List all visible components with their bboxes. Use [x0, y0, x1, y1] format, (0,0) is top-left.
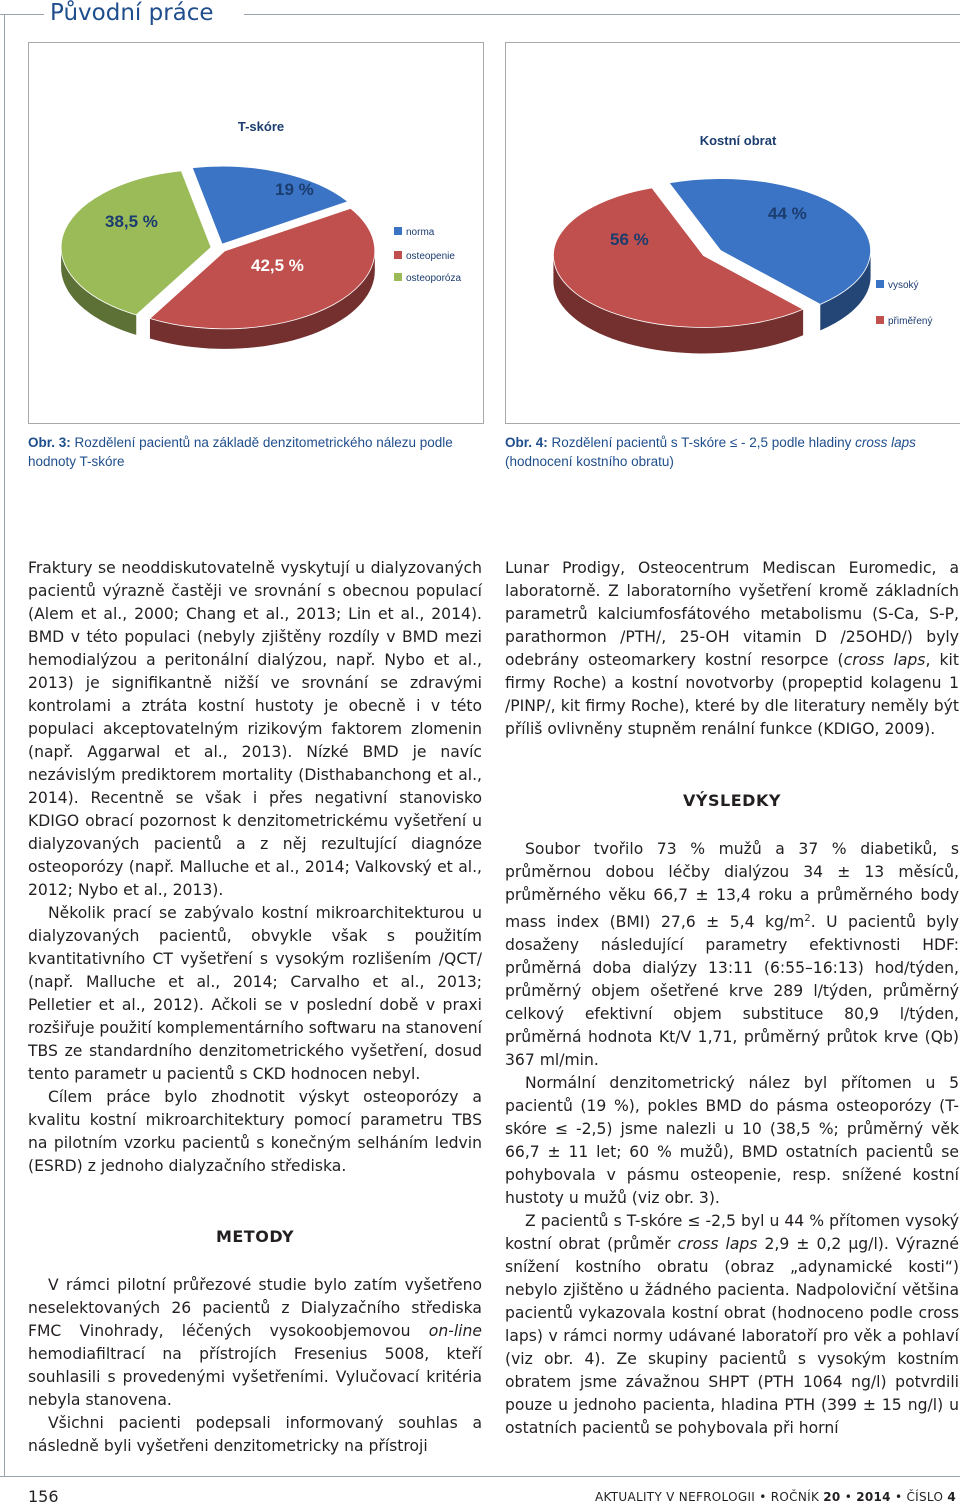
- slice-label-vysoky: 44 %: [768, 204, 807, 223]
- figure-4-caption: [505, 433, 959, 471]
- text: . U pacientů byly dosaženy následující parametry efektivnosti HDF: průměrná doba dialýzy 13:11 (6:55–16:13) hod/týden, průměrný objem ošetřené krve 289 l/týden, průměrný celkový efektivní objem substituce 80,9 l/týden, průměrná hodnota Kt/V 1,71, průměrný průtok krve (Qb) 367 ml/min.: [505, 913, 959, 1070]
- paragraph: [505, 557, 959, 741]
- figure-4-caption-text-2: (hodnocení kostního obratu): [505, 454, 674, 469]
- text: Lunar Prodigy, Osteocentrum Mediscan Euromedic, a laboratorně. Z laboratorního vyšetření kromě základních parametrů kalciumfosfátového metabolismu (S-Ca, S-P, parathormon /PTH/, 25-OH vitamin D /25OHD/) byly odebrány osteomarkery kostní resorpce (: [505, 559, 959, 669]
- header-rule-left: [0, 14, 44, 15]
- year: 2014: [856, 1490, 891, 1504]
- page-number: 156: [28, 1487, 59, 1506]
- slice-label-primereny: 56 %: [610, 230, 649, 249]
- pie-chart-bone-turnover: [506, 43, 960, 423]
- figure-4-label: Obr. 4:: [505, 435, 548, 450]
- figure-4-caption-text: Rozdělení pacientů s T-skóre ≤ - 2,5 podle hladiny: [551, 435, 856, 450]
- header-rule-right: [244, 14, 960, 15]
- legend-label-norma: norma: [406, 227, 435, 238]
- separator: •: [759, 1490, 767, 1504]
- italic-text: on-line: [428, 1322, 482, 1340]
- volume: 20: [823, 1490, 841, 1504]
- text: Z pacientů s T-skóre ≤ -2,5 byl u 44 % přítomen vysoký kostní obrat (průměr: [505, 1212, 959, 1254]
- text: V rámci pilotní průřezové studie bylo zatím vyšetřeno neselektovaných 26 pacientů z Dialyzačního střediska FMC Vinohrady, léčených vysokoobjemovou: [28, 1276, 482, 1340]
- paragraph: Cílem práce bylo zhodnotit výskyt osteoporózy a kvalitu kostní mikroarchitektury pomocí parametru TBS na pilotním vzorku pacientů s konečným selháním ledvin (ESRD) z jednoho dialyzačního střediska.: [28, 1088, 482, 1175]
- chart-title: Kostní obrat: [699, 133, 777, 148]
- italic-text: cross laps: [677, 1235, 758, 1254]
- figure-3-label: Obr. 3:: [28, 435, 71, 450]
- figure-3-chart: [28, 42, 484, 424]
- text: 2,9 ± 0,2 μg/l). Výrazné snížení kostního obratu (obraz „adynamické kosti“) nebylo zjištěno u žádného pacienta. Nadpoloviční většina pacientů vykazovala kostní obrat (hodnoceno podle cross laps) v rámci normy udávané laboratoří pro věk a pohlaví (viz obr. 4). Ze skupiny pacientů s vysokým kostním obratem jsme závažnou SHPT (PTH 1064 ng/l) potvrdili pouze u jednoho pacienta, hladina PTH (399 ± 15 ng/l) u ostatních pacientů se pohybovala při horní: [505, 1235, 959, 1438]
- pie-chart-t-score: [29, 43, 483, 423]
- italic-text: cross laps: [843, 651, 926, 669]
- text: , kit firmy Roche) a kostní novotvorby (propeptid kolagenu 1 /PINP/, kit firmy Roche), které by dle literatury neměly být příliš ovlivněny stupněm renální funkce (KDIGO, 2009).: [505, 651, 959, 738]
- volume-label: ROČNÍK: [770, 1490, 820, 1504]
- paragraph: Několik prací se zabývalo kostní mikroarchitekturou u dialyzovaných pacientů, obvykle však s použitím kvantitativního CT vyšetření s vysokým rozlišením /QCT/ (např. Malluche et al., 2014; Carvalho et al., 2013; Pelletier et al., 2012). Ačkoli se v poslední době v praxi rozšiřuje použití komplementárního softwaru na stanovení TBS ze standardního denzitometrického vyšetření, dosud tento parametr u pacientů s CKD hodnocen nebyl.: [28, 904, 482, 1083]
- paragraph: [28, 1274, 482, 1412]
- separator: •: [844, 1490, 853, 1504]
- figure-4-chart: [505, 42, 960, 424]
- issue: 4: [947, 1490, 956, 1504]
- footer-rule: [0, 1476, 960, 1477]
- slice-label-norma: 19 %: [275, 180, 314, 199]
- paragraph: Fraktury se neoddiskutovatelně vyskytují u dialyzovaných pacientů výrazně častěji ve srovnání s obecnou populací (Alem et al., 2000; Chang et al., 2013; Lin et al., 2014). BMD v této populaci (nebyly zjištěny rozdíly v BMD mezi hemodialýzou a peritonální dialýzou, např. Nybo et al., 2013) je signifikantně nižší ve srovnání se zdravými kontrolami a ztráta kostní hustoty je obecně i v této populaci akceptovatelným rizikovým faktorem zlomenin (např. Aggarwal et al., 2013). Nízké BMD je navíc nezávislým prediktorem mortality (Disthabanchong et al., 2014). Recentně se však i přes negativní stanovisko KDIGO obrací pozornost k denzitometrickému vyšetření u dialyzovaných pacientů a z něj rezultující diagnóze osteoporózy (např. Malluche et al., 2014; Valkovský et al., 2012; Nybo et al., 2013).: [28, 559, 482, 899]
- chart-title: T-skóre: [237, 119, 285, 134]
- section-title: Původní práce: [50, 0, 214, 26]
- paragraph: [505, 838, 959, 1072]
- legend-swatch-osteoporoza: [394, 273, 402, 281]
- legend-label-osteopenie: osteopenie: [406, 251, 455, 262]
- legend-label-primereny: přiměřený: [888, 316, 933, 327]
- paragraph: Všichni pacienti podepsali informovaný souhlas a následně byli vyšetřeni denzitometricky na přístroji: [28, 1414, 482, 1455]
- slice-label-osteopenie: 42,5 %: [251, 256, 304, 275]
- legend-swatch-primereny: [876, 316, 884, 324]
- results-heading: VÝSLEDKY: [683, 791, 781, 810]
- page-left-rule: [4, 14, 5, 1476]
- right-column: [505, 557, 959, 1440]
- issue-label: ČÍSLO: [906, 1490, 944, 1504]
- legend-label-osteoporoza: osteoporóza: [406, 273, 462, 284]
- legend-swatch-vysoky: [876, 280, 884, 288]
- text: Soubor tvořilo 73 % mužů a 37 % diabetiků, s průměrnou dobou léčby dialýzou 34 ± 13 měsíců, průměrného věku 66,7 ± 13,4 roku a průměrného body mass index (BMI) 27,6 ± 5,4 kg/m: [505, 840, 959, 932]
- methods-heading: METODY: [215, 1227, 295, 1246]
- superscript: 2: [804, 913, 811, 924]
- slice-label-osteoporoza: 38,5 %: [105, 212, 158, 231]
- left-column: [28, 557, 482, 1458]
- separator: •: [894, 1490, 903, 1504]
- legend-swatch-norma: [394, 227, 402, 235]
- legend-label-vysoky: vysoký: [888, 280, 919, 291]
- paragraph: [505, 1210, 959, 1440]
- paragraph: Normální denzitometrický nález byl přítomen u 5 pacientů (19 %), pokles BMD do pásma osteoporózy (T-skóre ≤ -2,5) jsme nalezli u 10 (38,5 %; průměrný věk 66,7 ± 11 let; 60 % mužů), BMD ostatních pacientů se pohybovala v pásmu osteopenie, resp. snížené kostní hustoty u mužů (viz obr. 3).: [505, 1074, 959, 1208]
- figure-3-caption: [28, 433, 482, 471]
- legend-swatch-osteopenie: [394, 251, 402, 259]
- journal-name: AKTUALITY V NEFROLOGII: [595, 1490, 756, 1504]
- figure-3-caption-text: Rozdělení pacientů na základě denzitometrického nálezu podle hodnoty T-skóre: [28, 435, 453, 469]
- figure-4-caption-italic: cross laps: [855, 435, 916, 450]
- text: hemodiafiltrací na přístrojích Fresenius 5008, kteří souhlasili s provedenými vyšetřeními. Vylučovací kritéria nebyla stanovena.: [28, 1345, 482, 1409]
- journal-footer: [595, 1490, 956, 1504]
